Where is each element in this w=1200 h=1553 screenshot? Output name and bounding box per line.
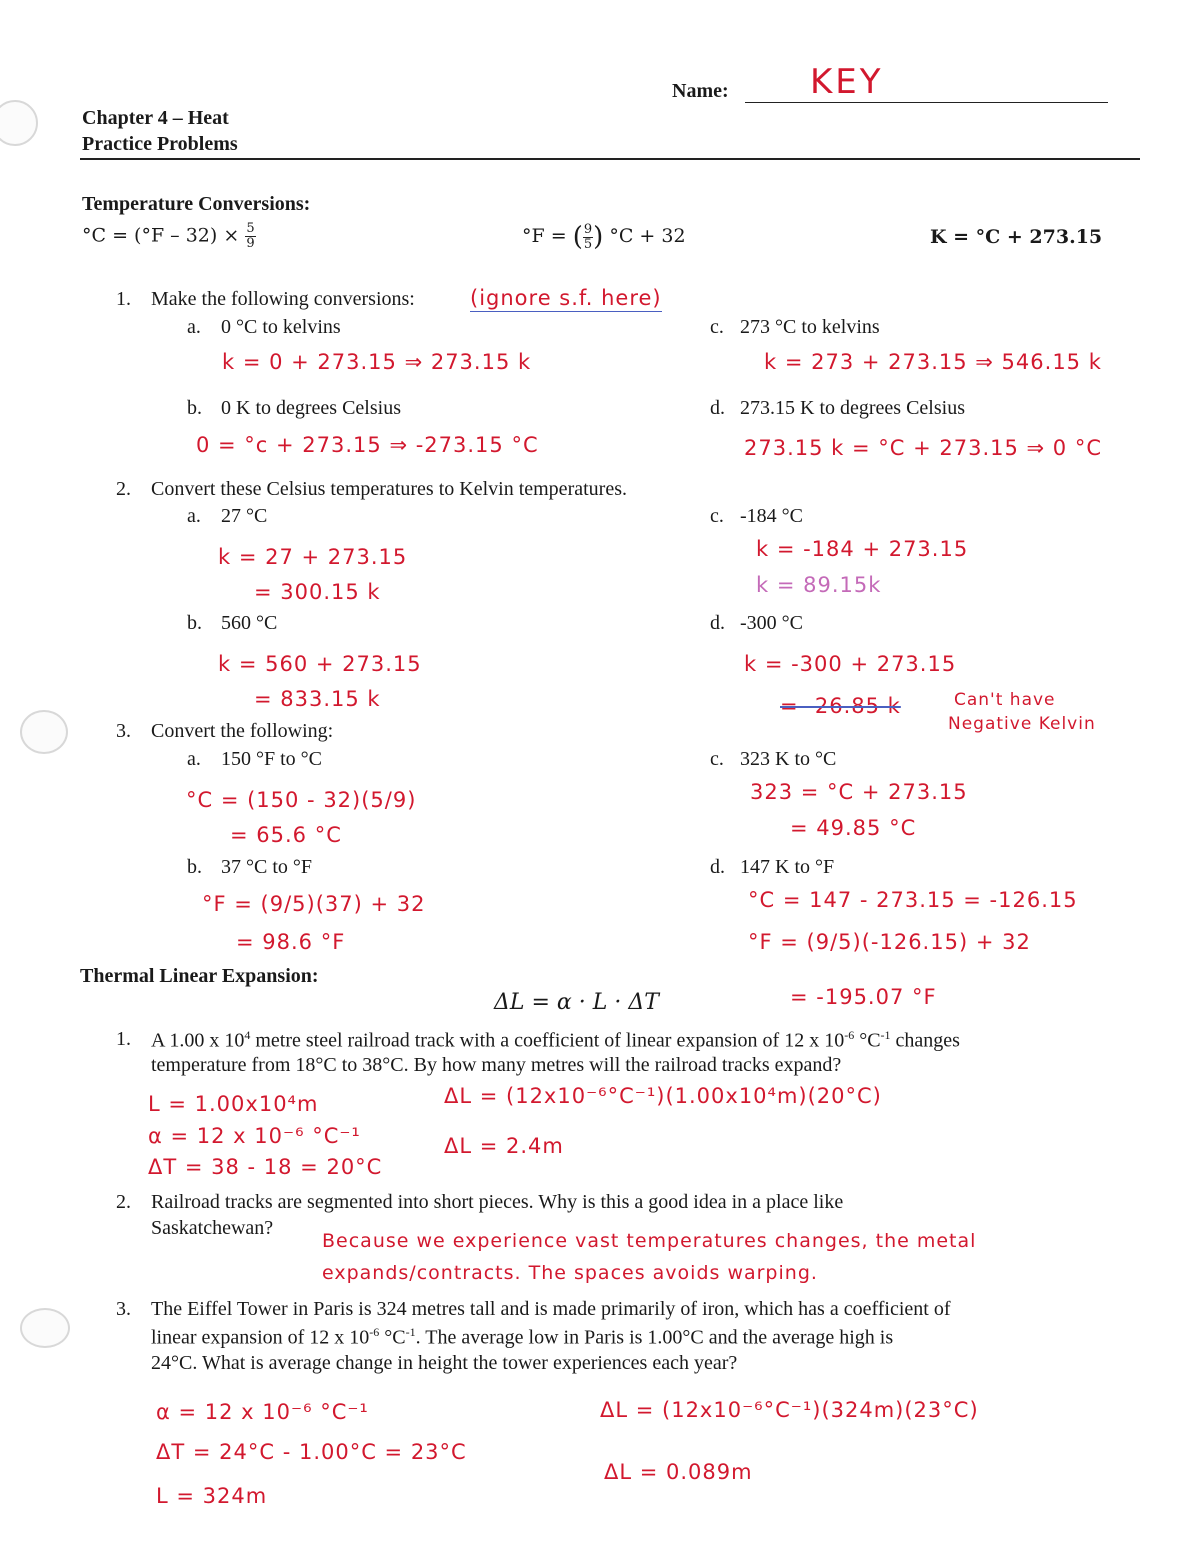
formula-fahrenheit-prefix: °F =	[522, 225, 567, 247]
q3d-answer-line2: °F = (9/5)(-126.15) + 32	[748, 930, 1031, 954]
q2d-answer-line1: k = -300 + 273.15	[744, 652, 957, 676]
le-q1-sup-a: 4	[244, 1028, 251, 1042]
q3c-answer-line2: = 49.85 °C	[790, 816, 917, 840]
q1d-text: 273.15 K to degrees Celsius	[740, 397, 965, 419]
le-q2-answer-line1: Because we experience vast temperatures changes, the metal	[322, 1230, 977, 1252]
q3c-answer-line1: 323 = °C + 273.15	[750, 780, 968, 804]
le-q1-line2: temperature from 18°C to 38°C. By how many metres will the railroad tracks expand?	[151, 1054, 842, 1076]
q2a-label: a.	[187, 505, 201, 527]
formula-kelvin: K = °C + 273.15	[930, 226, 1103, 248]
q1c-text: 273 °C to kelvins	[740, 316, 880, 338]
q3a-answer-line1: °C = (150 - 32)(5/9)	[186, 788, 417, 812]
fraction-denominator: 5	[583, 236, 593, 252]
q3a-answer-line2: = 65.6 °C	[230, 823, 342, 847]
q2-number: 2.	[116, 478, 131, 500]
q2b-text: 560 °C	[221, 612, 278, 634]
q1-note: (ignore s.f. here)	[470, 286, 662, 310]
q1d-label: d.	[710, 397, 725, 419]
name-value: KEY	[810, 62, 884, 102]
formula-fahrenheit	[522, 222, 686, 252]
q1d-answer: 273.15 k = °C + 273.15 ⇒ 0 °C	[744, 436, 1102, 460]
le-q1-answer-dL-2: ΔL = 2.4m	[444, 1134, 564, 1158]
le-q3-answer-dL-1: ΔL = (12x10⁻⁶°C⁻¹)(324m)(23°C)	[600, 1398, 979, 1422]
le-q2-number: 2.	[116, 1191, 131, 1213]
le-q1-answer-dT: ΔT = 38 - 18 = 20°C	[148, 1155, 383, 1179]
page-subtitle: Practice Problems	[82, 133, 238, 155]
q3c-text: 323 K to °C	[740, 748, 837, 770]
le-q1-text-d: changes	[890, 1029, 960, 1052]
binder-hole-middle	[20, 710, 68, 754]
q2d-label: d.	[710, 612, 725, 634]
le-q1-text-a: A 1.00 x 10	[151, 1029, 245, 1052]
q1b-text: 0 K to degrees Celsius	[221, 397, 401, 419]
formula-celsius-fraction	[245, 222, 255, 251]
q1b-label: b.	[187, 397, 202, 419]
q2a-answer-line2: = 300.15 k	[254, 580, 381, 604]
le-q1-answer-dL-1: ΔL = (12x10⁻⁶°C⁻¹)(1.00x10⁴m)(20°C)	[444, 1084, 882, 1108]
q3a-label: a.	[187, 748, 201, 770]
formula-fahrenheit-fraction	[583, 223, 593, 252]
formula-fahrenheit-suffix: °C + 32	[609, 225, 686, 247]
q1b-answer: 0 = °c + 273.15 ⇒ -273.15 °C	[196, 433, 539, 457]
q3b-answer-line2: = 98.6 °F	[236, 930, 346, 954]
linear-formula: ΔL = α · L · ΔT	[494, 990, 659, 1015]
q1a-label: a.	[187, 316, 201, 338]
formula-celsius-text: °C = (°F – 32) ×	[82, 224, 240, 247]
q2b-answer-line1: k = 560 + 273.15	[218, 652, 422, 676]
formula-celsius	[82, 222, 256, 251]
q1c-answer: k = 273 + 273.15 ⇒ 546.15 k	[764, 350, 1102, 374]
fraction-denominator: 9	[246, 236, 255, 251]
le-q3-number: 3.	[116, 1298, 131, 1320]
q2d-note-line1: Can't have	[954, 690, 1056, 710]
q3b-label: b.	[187, 856, 202, 878]
le-q1-text-b: metre steel railroad track with a coefficient of linear expansion of 12 x 10	[250, 1029, 845, 1052]
le-q1-line1	[151, 1028, 960, 1053]
q2-text: Convert these Celsius temperatures to Kelvin temperatures.	[151, 478, 627, 500]
q3a-text: 150 °F to °C	[221, 748, 323, 770]
le-q1-text-c: °C	[854, 1029, 881, 1052]
q1-text: Make the following conversions:	[151, 288, 415, 310]
le-q3-answer-dL-2: ΔL = 0.089m	[604, 1460, 753, 1484]
le-q3-line3: 24°C. What is average change in height the tower experiences each year?	[151, 1352, 738, 1374]
q1a-text: 0 °C to kelvins	[221, 316, 341, 338]
q2b-label: b.	[187, 612, 202, 634]
q3b-answer-line1: °F = (9/5)(37) + 32	[202, 892, 426, 916]
chapter-title: Chapter 4 – Heat	[82, 107, 229, 129]
q3b-text: 37 °C to °F	[221, 856, 313, 878]
q1a-answer: k = 0 + 273.15 ⇒ 273.15 k	[222, 350, 532, 374]
le-q3-sup-a: -6	[369, 1325, 380, 1339]
q3c-label: c.	[710, 748, 724, 770]
le-q3-answer-L: L = 324m	[156, 1484, 268, 1508]
le-q3-answer-alpha: α = 12 x 10⁻⁶ °C⁻¹	[156, 1400, 369, 1424]
header-divider	[80, 158, 1140, 160]
q1-number: 1.	[116, 288, 131, 310]
q3d-answer-line3: = -195.07 °F	[790, 985, 937, 1009]
name-label: Name:	[672, 80, 729, 102]
binder-hole-bottom	[20, 1308, 70, 1348]
le-q1-answer-alpha: α = 12 x 10⁻⁶ °C⁻¹	[148, 1124, 361, 1148]
le-q2-answer-line2: expands/contracts. The spaces avoids warping.	[322, 1262, 818, 1284]
paren-open: (	[572, 222, 583, 252]
q3-number: 3.	[116, 720, 131, 742]
le-q3-text-a: linear expansion of 12 x 10	[151, 1326, 370, 1349]
q3d-answer-line1: °C = 147 - 273.15 = -126.15	[748, 888, 1078, 912]
q3d-label: d.	[710, 856, 725, 878]
q3-text: Convert the following:	[151, 720, 334, 742]
le-q3-sup-b: -1	[405, 1325, 416, 1339]
le-q2-line1: Railroad tracks are segmented into short pieces. Why is this a good idea in a place like	[151, 1191, 844, 1213]
q2d-answer-struck: = -26.85 k	[780, 694, 901, 718]
q2c-text: -184 °C	[740, 505, 803, 527]
le-q3-line2	[151, 1325, 893, 1350]
paren-close: )	[593, 222, 604, 252]
q2a-text: 27 °C	[221, 505, 268, 527]
q2a-answer-line1: k = 27 + 273.15	[218, 545, 408, 569]
le-q1-sup-b: -6	[844, 1028, 855, 1042]
le-q3-answer-dT: ΔT = 24°C - 1.00°C = 23°C	[156, 1440, 467, 1464]
le-q3-text-c: . The average low in Paris is 1.00°C and the average high is	[415, 1326, 894, 1349]
q2c-answer-line1: k = -184 + 273.15	[756, 537, 969, 561]
le-q2-line2: Saskatchewan?	[151, 1217, 274, 1239]
q3d-text: 147 K to °F	[740, 856, 835, 878]
linear-heading: Thermal Linear Expansion:	[80, 965, 319, 987]
q2c-label: c.	[710, 505, 724, 527]
name-line	[745, 102, 1108, 103]
q1c-label: c.	[710, 316, 724, 338]
q2d-text: -300 °C	[740, 612, 803, 634]
q2c-answer-line2: k = 89.15k	[756, 573, 882, 597]
binder-hole-top	[0, 100, 38, 146]
le-q3-text-b: °C	[379, 1326, 406, 1349]
le-q1-number: 1.	[116, 1028, 131, 1050]
q2d-note-line2: Negative Kelvin	[948, 714, 1096, 734]
q2b-answer-line2: = 833.15 k	[254, 687, 381, 711]
le-q1-sup-c: -1	[880, 1028, 891, 1042]
le-q1-answer-L: L = 1.00x10⁴m	[148, 1092, 319, 1116]
temperature-heading: Temperature Conversions:	[82, 193, 311, 215]
le-q3-line1: The Eiffel Tower in Paris is 324 metres tall and is made primarily of iron, which has a coefficient of	[151, 1298, 951, 1320]
fraction-numerator: 9	[583, 221, 593, 237]
fraction-numerator: 5	[246, 221, 255, 236]
